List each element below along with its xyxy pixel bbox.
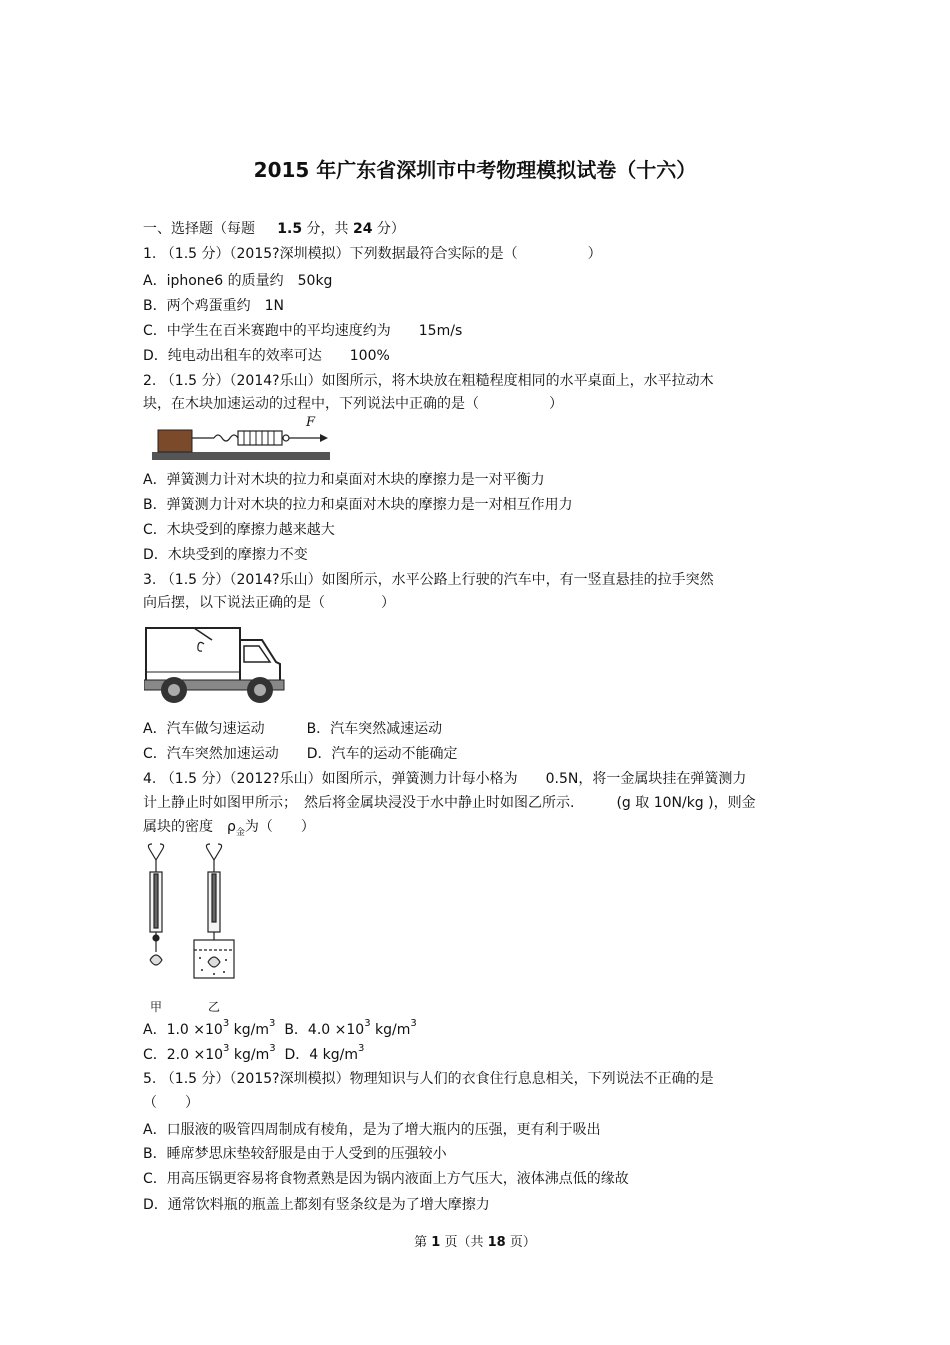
q4-stem-line1: 4. （1.5 分）（2012?乐山）如图所示，弹簧测力计每小格为 0.5N，将一金属块挂在弹簧测力 — [143, 771, 747, 787]
q4-option-b-exponent: 3 — [364, 1018, 371, 1029]
footer-page-number: 1 — [431, 1235, 441, 1250]
q2-stem-line2: 块，在木块加速运动的过程中，下列说法中正确的是（ ） — [143, 396, 563, 412]
q4-stem-line3 — [143, 818, 315, 838]
q2-option-b: B．弹簧测力计对木块的拉力和桌面对木块的摩擦力是一对相互作用力 — [143, 497, 573, 513]
q5-option-d: D．通常饮料瓶的瓶盖上都刻有竖条纹是为了增大摩擦力 — [143, 1197, 490, 1213]
footer-total-pages: 18 — [487, 1235, 506, 1250]
q4-rho-subscript: 金 — [235, 828, 245, 838]
q3-figure-truck — [144, 626, 286, 706]
q1-option-b: B．两个鸡蛋重约 1N — [143, 298, 284, 314]
q4-option-a-unit: kg/m — [229, 1022, 270, 1038]
footer-prefix: 第 — [414, 1235, 428, 1250]
section-suffix: 分） — [376, 221, 405, 237]
q4-stem-tail: 为（ ） — [244, 819, 315, 835]
q4-option-b-unit-exponent: 3 — [410, 1018, 417, 1029]
q5-stem-line2: （ ） — [143, 1095, 199, 1111]
q5-option-c: C．用高压锅更容易将食物煮熟是因为锅内液面上方气压大，液体沸点低的缘故 — [143, 1171, 629, 1187]
q4-option-c: C．2.0 ×10 — [143, 1047, 224, 1063]
q3-stem-line1: 3. （1.5 分）（2014?乐山）如图所示，水平公路上行驶的汽车中，有一竖直悬挂的拉手突然 — [143, 572, 714, 588]
footer-mid: 页（共 — [444, 1235, 484, 1250]
q1-option-d: D．纯电动出租车的效率可达 100% — [143, 348, 390, 364]
q5-option-a: A．口服液的吸管四周制成有棱角，是为了增大瓶内的压强，更有利于吸出 — [143, 1122, 601, 1138]
q4-figure-label-jia: 甲 — [150, 1000, 163, 1014]
q4-option-c-unit-exponent: 3 — [269, 1043, 276, 1054]
q4-option-c-exponent: 3 — [223, 1043, 230, 1054]
q4-option-d: D．4 kg/m — [284, 1047, 359, 1063]
q1-stem: 1. （1.5 分）（2015?深圳模拟）下列数据最符合实际的是（ ） — [143, 246, 602, 262]
q3-stem-line2: 向后摆，以下说法正确的是（ ） — [143, 595, 395, 611]
q4-stem-line2: 计上静止时如图甲所示； 然后将金属块浸没于水中静止时如图乙所示. (g 取 10N/kg )，则金 — [143, 795, 756, 811]
section-points: 1.5 — [277, 221, 303, 237]
q4-figure-label-yi: 乙 — [208, 1000, 221, 1014]
q3-options-row2: C．汽车突然加速运动 D．汽车的运动不能确定 — [143, 746, 458, 762]
section-header — [143, 220, 405, 238]
q2-option-d: D．木块受到的摩擦力不变 — [143, 547, 308, 563]
q1-option-c: C．中学生在百米赛跑中的平均速度约为 15m/s — [143, 323, 463, 339]
footer-suffix: 页） — [509, 1235, 536, 1250]
q4-figure-spring-scales — [140, 842, 240, 1014]
q2-force-label: F — [306, 415, 316, 430]
q4-option-c-unit: kg/m — [229, 1047, 270, 1063]
q2-stem-line1: 2. （1.5 分）（2014?乐山）如图所示，将木块放在粗糙程度相同的水平桌面上，水平拉动木 — [143, 373, 714, 389]
q4-option-d-exponent: 3 — [358, 1043, 365, 1054]
q2-figure-block-spring — [152, 415, 332, 460]
q4-options-row1 — [143, 1018, 417, 1041]
q5-option-b: B．睡席梦思床垫较舒服是由于人受到的压强较小 — [143, 1146, 447, 1162]
q4-option-b-unit: kg/m — [370, 1022, 411, 1038]
q1-option-a: A．iphone6 的质量约 50kg — [143, 273, 333, 289]
q2-option-c: C．木块受到的摩擦力越来越大 — [143, 522, 335, 538]
q4-stem-rho: 属块的密度 ρ — [143, 819, 236, 835]
section-mid: 分，共 — [306, 221, 349, 237]
page-footer — [0, 1234, 950, 1252]
q4-option-a-unit-exponent: 3 — [269, 1018, 276, 1029]
q2-option-a: A．弹簧测力计对木块的拉力和桌面对木块的摩擦力是一对平衡力 — [143, 472, 545, 488]
q5-stem-line1: 5. （1.5 分）（2015?深圳模拟）物理知识与人们的衣食住行息息相关，下列说法不正确的是 — [143, 1071, 714, 1087]
page-title: 2015 年广东省深圳市中考物理模拟试卷（十六） — [253, 158, 697, 182]
q3-options-row1: A．汽车做匀速运动 B．汽车突然减速运动 — [143, 721, 443, 737]
q4-options-row2 — [143, 1043, 365, 1066]
q4-option-b: B．4.0 ×10 — [284, 1022, 365, 1038]
q4-option-a: A．1.0 ×10 — [143, 1022, 223, 1038]
section-total: 24 — [352, 221, 373, 237]
section-prefix: 一、选择题（每题 — [143, 221, 255, 237]
q4-option-a-exponent: 3 — [222, 1018, 230, 1029]
